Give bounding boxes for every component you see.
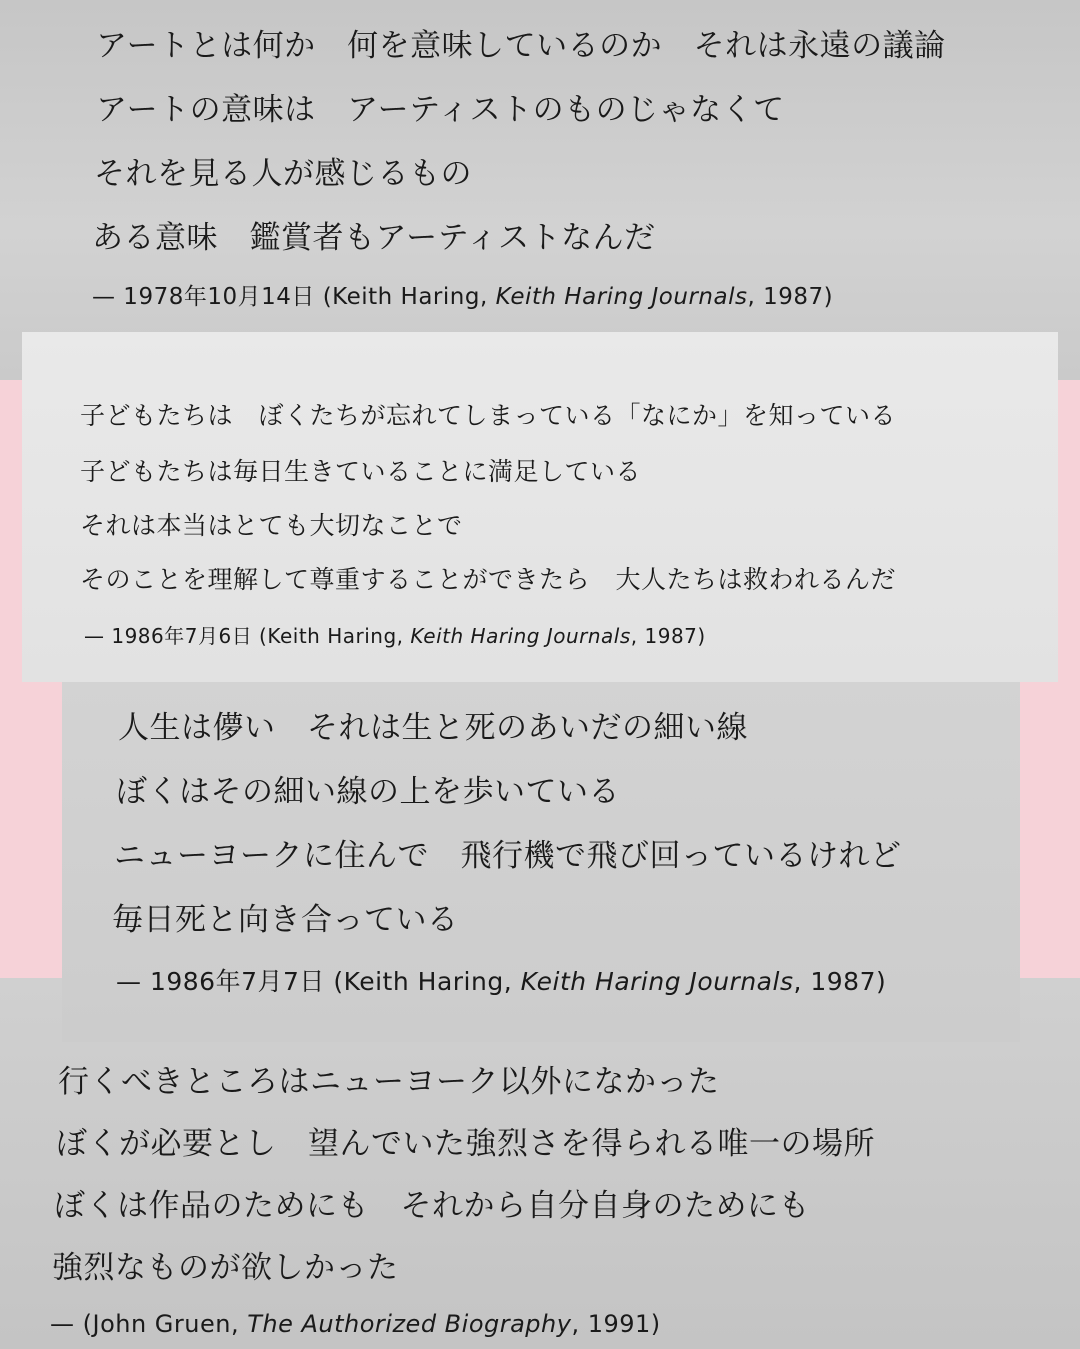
quote-line: ぼくは作品のためにも それから自分自身のためにも [54, 1188, 810, 1224]
quote-line: 子どもたちは毎日生きていることに満足している [80, 457, 642, 486]
citation [50, 1310, 661, 1338]
quote-line: ある意味 鑑賞者もアーティストなんだ [92, 220, 656, 256]
quote-line: 強烈なものが欲しかった [52, 1250, 399, 1286]
quote-line: 行くべきところはニューヨーク以外になかった [58, 1064, 720, 1100]
quote-line: 毎日死と向き合っている [112, 902, 459, 938]
citation-prefix: — 1986年7月7日 (Keith Haring, [116, 967, 521, 996]
citation-title: Keith Haring Journals [410, 624, 631, 648]
citation-suffix: , 1991) [571, 1310, 661, 1338]
quote-line: 子どもたちは ぼくたちが忘れてしまっている「なにか」を知っている [80, 401, 897, 430]
quote-line: ぼくが必要とし 望んでいた強烈さを得られる唯一の場所 [56, 1126, 875, 1162]
citation-title: The Authorized Biography [247, 1310, 572, 1338]
citation-prefix: — (John Gruen, [50, 1310, 248, 1338]
quote-panel-3 [62, 682, 1020, 1042]
citation [116, 962, 886, 998]
quote-line: ぼくはその細い線の上を歩いている [116, 774, 620, 810]
quote-line: それは本当はとても大切なことで [80, 511, 463, 540]
quote-line: そのことを理解して尊重することができたら 大人たちは救われるんだ [80, 565, 897, 594]
quote-line: ニューヨークに住んで 飛行機で飛び回っているけれど [114, 838, 902, 874]
citation-suffix: , 1987) [793, 967, 887, 996]
citation-title: Keith Haring Journals [520, 967, 794, 996]
quote-line: アートの意味は アーティストのものじゃなくて [96, 92, 785, 128]
citation-prefix: — 1978年10月14日 (Keith Haring, [92, 284, 496, 310]
citation [92, 278, 833, 311]
citation [84, 620, 706, 649]
citation-suffix: , 1987) [747, 284, 834, 310]
quote-line: それを見る人が感じるもの [94, 156, 472, 192]
citation-prefix: — 1986年7月6日 (Keith Haring, [84, 624, 411, 648]
quote-line: 人生は儚い それは生と死のあいだの細い線 [118, 710, 748, 746]
quote-line: アートとは何か 何を意味しているのか それは永遠の議論 [96, 28, 946, 64]
quote-panel-2 [22, 332, 1058, 682]
citation-title: Keith Haring Journals [495, 284, 748, 310]
citation-suffix: , 1987) [630, 624, 706, 648]
quote-panel-1 [0, 0, 1080, 380]
